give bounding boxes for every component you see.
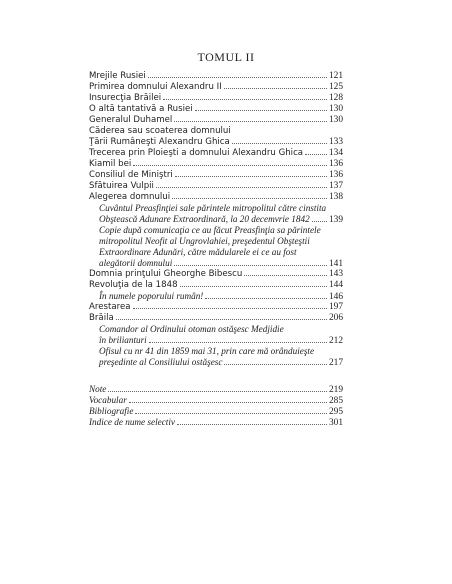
dot-leader <box>116 319 327 320</box>
dot-leader <box>195 110 327 111</box>
toc-subentry-line: mitropolitul Neofit al Ungrovlahiei, preşedentul Obşteştii <box>99 236 310 246</box>
toc-subentry: preşedinte al Consiliului ostăşesc 217 <box>99 357 343 368</box>
dot-leader <box>172 198 327 199</box>
toc-subentry-line: Cuvântul Preasfinţiei sale părintele mitropolitul către cinstita <box>99 203 327 213</box>
toc-subentry-line: Copie după comunicaţia ce au făcut Preasfinţia sa părintele <box>99 225 321 235</box>
dot-leader <box>135 413 327 414</box>
toc-entry: Brăila 206 <box>89 313 343 323</box>
dot-leader <box>180 286 327 287</box>
dot-leader <box>205 298 327 299</box>
toc-subentry-line: Ofisul cu nr 41 din 1859 mai 31, prin care mă orânduieşte <box>99 346 315 356</box>
dot-leader <box>163 99 327 100</box>
toc-subentry: alegătorii domnului 141 <box>99 258 343 269</box>
dot-leader <box>244 275 327 276</box>
toc-entry: Domnia prinţului Gheorghe Bibescu 143 <box>89 269 343 279</box>
toc-entry-index: Indice de nume selectiv 301 <box>89 417 343 428</box>
dot-leader <box>312 221 327 222</box>
dot-leader <box>133 165 327 166</box>
toc-subentry: în brilianturi 212 <box>99 335 343 346</box>
dot-leader <box>224 88 327 89</box>
toc-entry: Ţării Rumâneşti Alexandru Ghica 133 <box>89 137 343 147</box>
toc-subentry-line: Comandor al Ordinului otoman ostăşesc Medjidie <box>99 324 284 334</box>
toc-entry-notes: Note 219 <box>89 384 343 395</box>
toc-entry: Insurecţia Brăilei 128 <box>89 93 343 103</box>
dot-leader <box>224 364 327 365</box>
dot-leader <box>174 265 327 266</box>
toc-subentry: Obştească Adunare Extraordinară, la 20 decemvrie 1842 139 <box>99 214 343 225</box>
toc-entry-line: Căderea sau scoaterea domnului <box>89 126 231 136</box>
dot-leader <box>129 402 327 403</box>
dot-leader <box>305 154 327 155</box>
dot-leader <box>156 187 327 188</box>
toc-entry: Sfătuirea Vulpii 137 <box>89 181 343 191</box>
toc-entry: Kiamil bei 136 <box>89 159 343 169</box>
dot-leader <box>174 121 327 122</box>
toc-subentry-line: Extraordinare Adunări, către mădularele ei ce au fost <box>99 247 297 257</box>
dot-leader <box>133 308 327 309</box>
toc-entry: Arestarea 197 <box>89 302 343 312</box>
toc-entry: O altă tantativă a Rusiei 130 <box>89 104 343 114</box>
toc-subentry: În numele poporului rumân! 146 <box>99 291 343 302</box>
dot-leader <box>148 77 327 78</box>
dot-leader <box>175 176 327 177</box>
toc-entry: Consiliul de Miniştri 136 <box>89 170 343 180</box>
dot-leader <box>108 391 327 392</box>
dot-leader <box>149 342 327 343</box>
toc-entry: Generalul Duhamel 130 <box>89 115 343 125</box>
toc-entry: Trecerea prin Ploieşti a domnului Alexandru Ghica 134 <box>89 148 343 158</box>
volume-heading: TOMUL II <box>197 50 255 64</box>
dot-leader <box>232 143 327 144</box>
toc-entry: Mrejile Rusiei 121 <box>89 71 343 81</box>
toc-entry: Primirea domnului Alexandru II 125 <box>89 82 343 92</box>
toc-entry: Revoluţia de la 1848 144 <box>89 280 343 290</box>
toc-entry: Alegerea domnului 138 <box>89 192 343 202</box>
toc-entry-bibliography: Bibliografie 295 <box>89 406 343 417</box>
toc-entry-vocabulary: Vocabular 285 <box>89 395 343 406</box>
dot-leader <box>177 424 327 425</box>
